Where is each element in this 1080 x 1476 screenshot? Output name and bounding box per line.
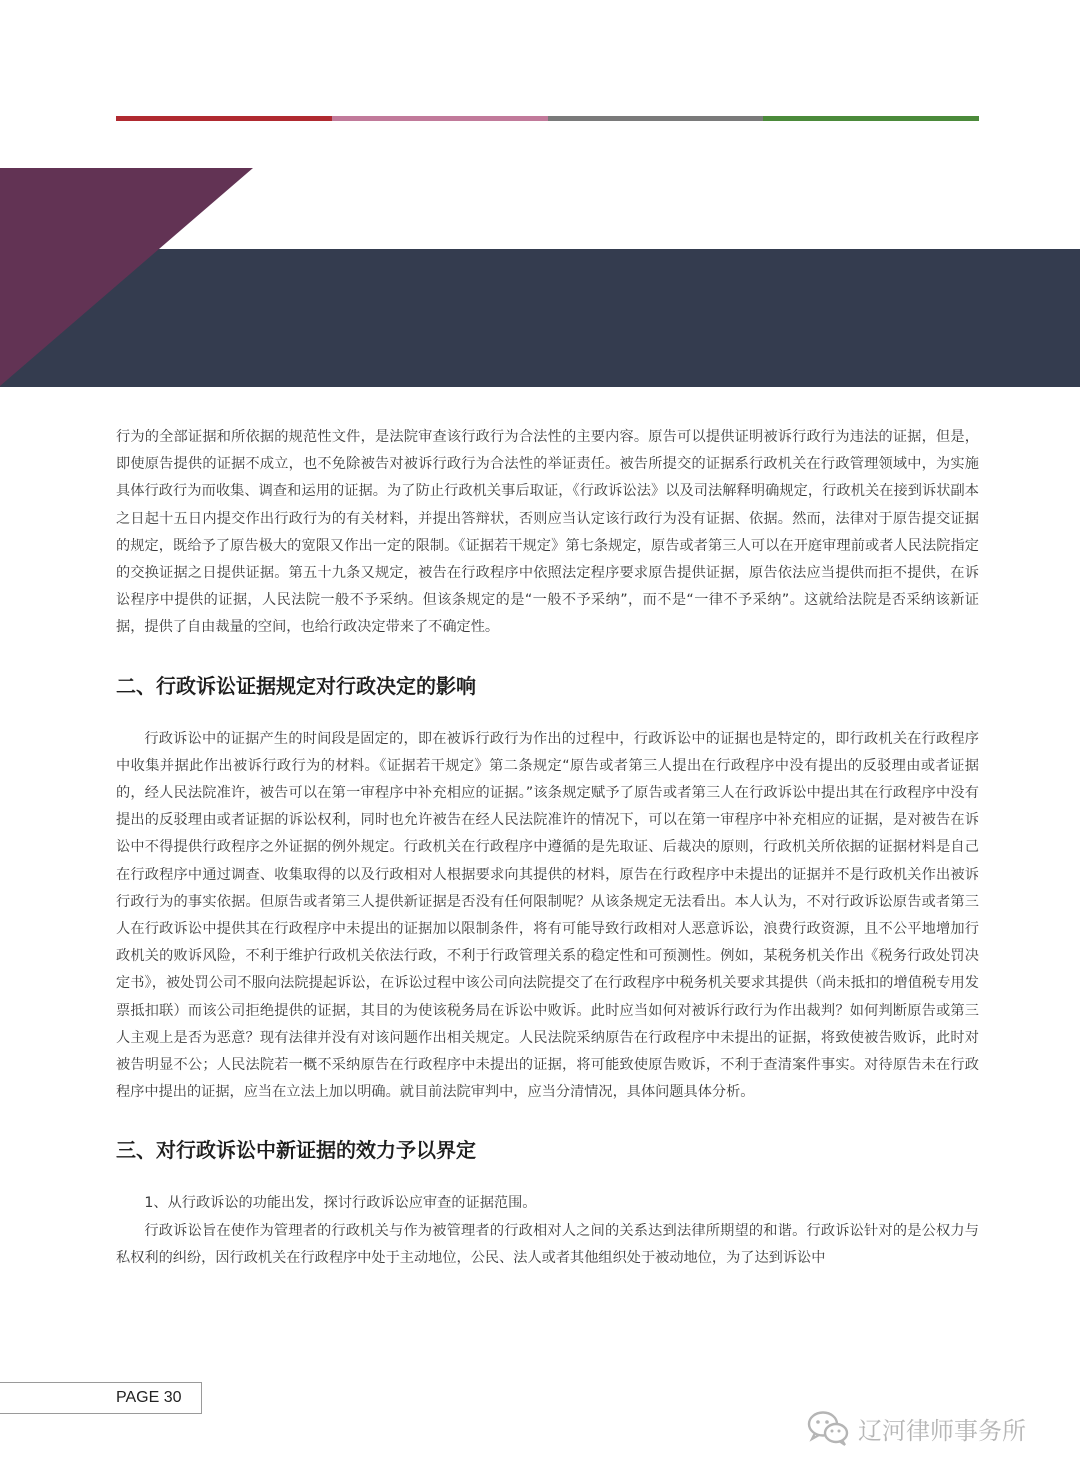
watermark [806,1404,1026,1452]
paragraph-section-3: 行政诉讼旨在使作为管理者的行政机关与作为被管理者的行政相对人之间的关系达到法律所期望的和谐。行政诉讼针对的是公权力与私权利的纠纷，因行政机关在行政程序中处于主动地位，公民、法人或者其他组织处于被动地位，为了达到诉讼中 [116,1222,979,1266]
article-body [116,424,979,1272]
page-number: 30 [163,1389,182,1406]
color-accent-bar [116,116,979,121]
page-label: PAGE [116,1389,160,1406]
banner-band [0,249,1080,387]
watermark-text: 辽河律师事务所 [858,1416,1026,1445]
accent-segment-gray [548,116,764,121]
accent-segment-green [763,116,979,121]
page-number-box [0,1382,202,1414]
wechat-icon [806,1408,850,1448]
accent-segment-red [116,116,332,121]
paragraph-section-2: 行政诉讼中的证据产生的时间段是固定的，即在被诉行政行为作出的过程中，行政诉讼中的证据也是特定的，即行政机关在行政程序中收集并据此作出被诉行政行为的材料。《证据若干规定》第二条规定“原告或者第三人提出在行政程序中没有提出的反驳理由或者证据的，经人民法院准许，被告可以在第一审程序中补充相应的证据。”该条规定赋予了原告或者第三人在行政诉讼中提出其在行政程序中没有提出的反驳理由或者证据的诉讼权利，同时也允许被告在经人民法院准许的情况下，可以在第一审程序中补充相应的证据，是对被告在诉讼中不得提供行政程序之外证据的例外规定。行政机关在行政程序中遵循的是先取证、后裁决的原则，行政机关所依据的证据材料是自己在行政程序中通过调查、收集取得的以及行政相对人根据要求向其提供的材料，原告在行政程序中未提出的证据并不是行政机关作出被诉行政行为的事实依据。但原告或者第三人提供新证据是否没有任何限制呢？从该条规定无法看出。本人认为，不对行政诉讼原告或者第三人在行政诉讼中提供其在行政程序中未提出的证据加以限制条件，将有可能导致行政相对人恶意诉讼，浪费行政资源，且不公平地增加行政机关的败诉风险，不利于维护行政机关依法行政，不利于行政管理关系的稳定性和可预测性。例如，某税务机关作出《税务行政处罚决定书》，被处罚公司不服向法院提起诉讼，在诉讼过程中该公司向法院提交了在行政程序中税务机关要求其提供（尚未抵扣的增值税专用发票抵扣联）而该公司拒绝提供的证据，其目的为使该税务局在诉讼中败诉。此时应当如何对被诉行政行为作出裁判？如何判断原告或第三人主观上是否为恶意？现有法律并没有对该问题作出相关规定。人民法院采纳原告在行政程序中未提出的证据，将致使被告败诉，此时对被告明显不公；人民法院若一概不采纳原告在行政程序中未提出的证据，将可能致使原告败诉，不利于查清案件事实。对待原告未在行政程序中提出的证据，应当在立法上加以明确。就目前法院审判中，应当分清情况，具体问题具体分析。 [116,730,979,1101]
header-banner [0,168,1080,388]
paragraph-item-1: 1、从行政诉讼的功能出发，探讨行政诉讼应审查的证据范围。 [144,1195,537,1212]
paragraph-intro: 行为的全部证据和所依据的规范性文件，是法院审查该行政行为合法性的主要内容。原告可以提供证明被诉行政行为违法的证据，但是，即使原告提供的证据不成立，也不免除被告对被诉行政行为合法性的举证责任。被告所提交的证据系行政机关在行政管理领域中，为实施具体行政行为而收集、调查和运用的证据。为了防止行政机关事后取证，《行政诉讼法》以及司法解释明确规定，行政机关在接到诉状副本之日起十五日内提交作出行政行为的有关材料，并提出答辩状，否则应当认定该行政行为没有证据、依据。然而，法律对于原告提交证据的规定，既给予了原告极大的宽限又作出一定的限制。《证据若干规定》第七条规定，原告或者第三人可以在开庭审理前或者人民法院指定的交换证据之日提供证据。第五十九条又规定，被告在行政程序中依照法定程序要求原告提供证据，原告依法应当提供而拒不提供，在诉讼程序中提供的证据，人民法院一般不予采纳。但该条规定的是“一般不予采纳”，而不是“一律不予采纳”。这就给法院是否采纳该新证据，提供了自由裁量的空间，也给行政决定带来了不确定性。 [116,429,979,636]
section-heading-3: 三、对行政诉讼中新证据的效力予以界定 [116,1138,476,1163]
accent-segment-pink [332,116,548,121]
section-heading-2: 二、行政诉讼证据规定对行政决定的影响 [116,673,476,698]
